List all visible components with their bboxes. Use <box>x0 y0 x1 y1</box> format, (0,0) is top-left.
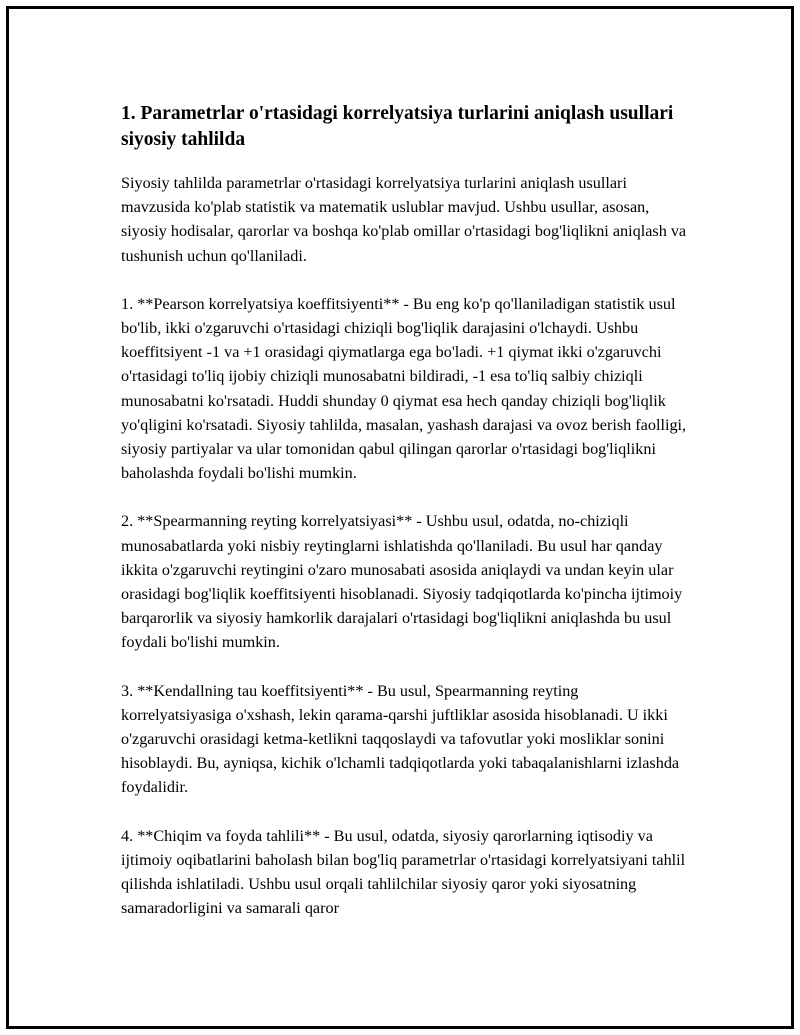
page-frame <box>6 6 794 1029</box>
document-title: 1. Parametrlar o'rtasidagi korrelyatsiya turlarini aniqlash usullari siyosiy tahlilda <box>121 103 674 150</box>
paragraph-spearman: 2. **Spearmanning reyting korrelyatsiyasi** - Ushbu usul, odatda, no-chiziqli munosabatlarda yoki nisbiy reytinglarni ishlatishda qo'llaniladi. Bu usul har qanday ikkita o'zgaruvchi reytingini o'zaro munosabati asosida aniqlaydi va undan keyin ular orasidagi bog'liqlik koeffitsiyenti hisoblanadi. Siyosiy tadqiqotlarda ko'pincha ijtimoiy barqarorlik va siyosiy hamkorlik darajalari o'rtasidagi bog'liqlikni aniqlashda bu usul foydali bo'lishi mumkin. <box>121 512 683 652</box>
paragraph-kendall: 3. **Kendallning tau koeffitsiyenti** - Bu usul, Spearmanning reyting korrelyatsiyasiga o'xshash, lekin qarama-qarshi juftliklar asosida hisoblanadi. U ikki o'zgaruvchi orasidagi ketma-ketlikni taqqoslaydi va tafovutlar yoki mosliklar sonini hisoblaydi. Bu, ayniqsa, kichik o'lchamli tadqiqotlarda yoki tabaqalanishlarni izlashda foydalidir. <box>121 681 680 797</box>
paragraph-pearson: 1. **Pearson korrelyatsiya koeffitsiyenti** - Bu eng ko'p qo'llaniladigan statistik usul bo'lib, ikki o'zgaruvchi o'rtasidagi chiziqli bog'liqlik darajasini o'lchaydi. Ushbu koeffitsiyent -1 va +1 orasidagi qiymatlarga ega bo'ladi. +1 qiymat ikki o'zgaruvchi o'rtasidagi to'liq ijobiy chiziqli munosabatni bildiradi, -1 esa to'liq salbiy chiziqli munosabatni ko'rsatadi. Huddi shunday 0 qiymat esa hech qanday chiziqli bog'liqlik yo'qligini ko'rsatadi. Siyosiy tahlilda, masalan, yashash darajasi va ovoz berish faolligi, siyosiy partiyalar va ular tomonidan qabul qilingan qarorlar o'rtasidagi bog'liqlikni baholashda foydali bo'lishi mumkin. <box>121 294 687 483</box>
paragraph-intro: Siyosiy tahlilda parametrlar o'rtasidagi korrelyatsiya turlarini aniqlash usullari mavzusida ko'plab statistik va matematik uslublar mavjud. Ushbu usullar, asosan, siyosiy hodisalar, qarorlar va boshqa ko'plab omillar o'rtasidagi bog'liqlikni aniqlash va tushunish uchun qo'llaniladi. <box>121 174 687 265</box>
paragraph-cost-benefit: 4. **Chiqim va foyda tahlili** - Bu usul, odatda, siyosiy qarorlarning iqtisodiy va ijtimoiy oqibatlarini baholash bilan bog'liq parametrlar o'rtasidagi korrelyatsiyani tahlil qilishda ishlatiladi. Ushbu usul orqali tahlilchilar siyosiy qaror yoki siyosatning samaradorligini va samarali qaror <box>121 826 686 918</box>
document-content <box>121 101 689 944</box>
